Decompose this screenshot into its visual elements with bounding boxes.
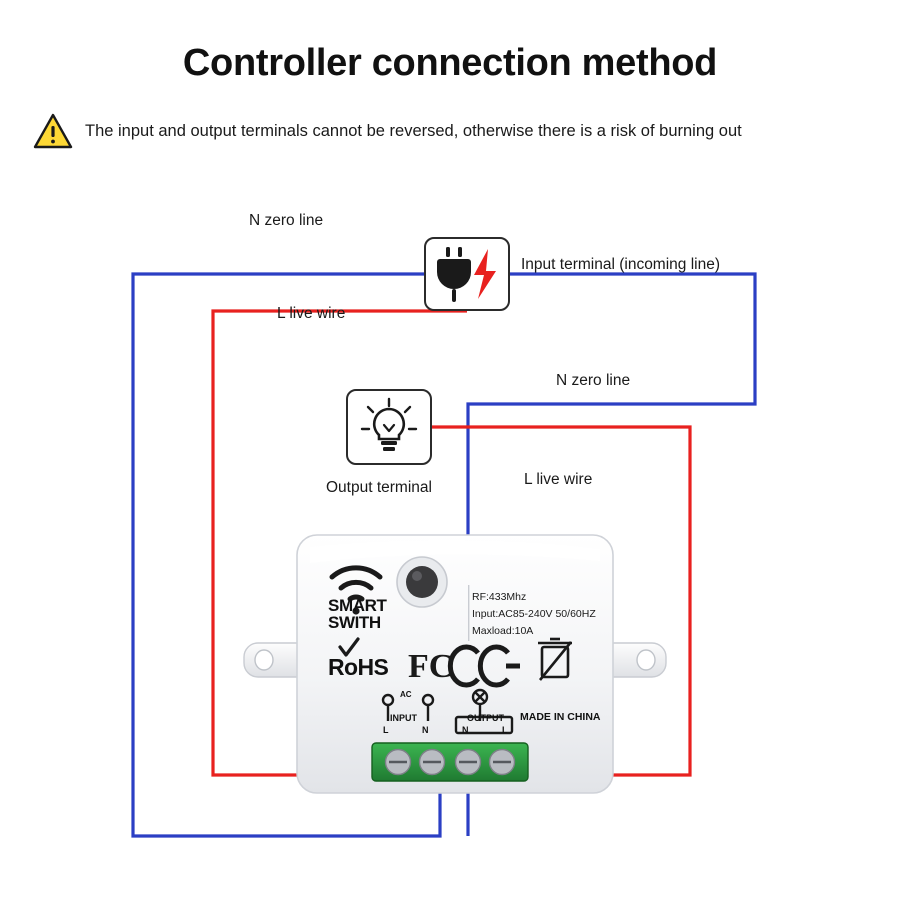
- warning-text: The input and output terminals cannot be reversed, otherwise there is a risk of burning out: [85, 121, 742, 140]
- terminal-output-n: N: [462, 725, 469, 735]
- device-spec-maxload: Maxload:10A: [472, 625, 534, 637]
- terminal-output-l: L: [502, 725, 508, 735]
- terminal-input-l: L: [383, 725, 389, 735]
- label-n-zero-line-right: N zero line: [556, 372, 631, 389]
- terminal-input-n: N: [422, 725, 429, 735]
- made-in-label: MADE IN CHINA: [520, 711, 601, 723]
- device-body: [240, 525, 670, 810]
- rohs-mark: RoHS: [328, 654, 389, 680]
- device-brand-line2: SWITH: [328, 613, 381, 632]
- page-title: Controller connection method: [182, 42, 718, 84]
- label-n-zero-line-top: N zero line: [249, 212, 324, 229]
- terminal-group-ac: AC: [400, 690, 412, 699]
- light-bulb-icon: [348, 391, 430, 463]
- label-output-terminal: Output terminal: [326, 479, 432, 496]
- label-input-terminal: Input terminal (incoming line): [521, 256, 721, 273]
- smart-switch-device: [240, 525, 670, 810]
- label-l-live-wire-right: L live wire: [524, 471, 593, 488]
- device-spec-input: Input:AC85-240V 50/60HZ: [472, 608, 596, 620]
- device-brand: [328, 597, 386, 631]
- input-terminal-icon-box: [424, 237, 510, 311]
- device-spec-rf: RF:433Mhz: [472, 591, 527, 603]
- label-l-live-wire-top: L live wire: [277, 305, 346, 322]
- fcc-mark: FC: [408, 648, 454, 685]
- plug-lightning-icon: [426, 239, 508, 309]
- terminal-group-input: INPUT: [390, 713, 417, 723]
- output-terminal-icon-box: [346, 389, 432, 465]
- device-brand-line1: SMART: [328, 596, 387, 615]
- terminal-group-output: OUTPUT: [467, 713, 504, 723]
